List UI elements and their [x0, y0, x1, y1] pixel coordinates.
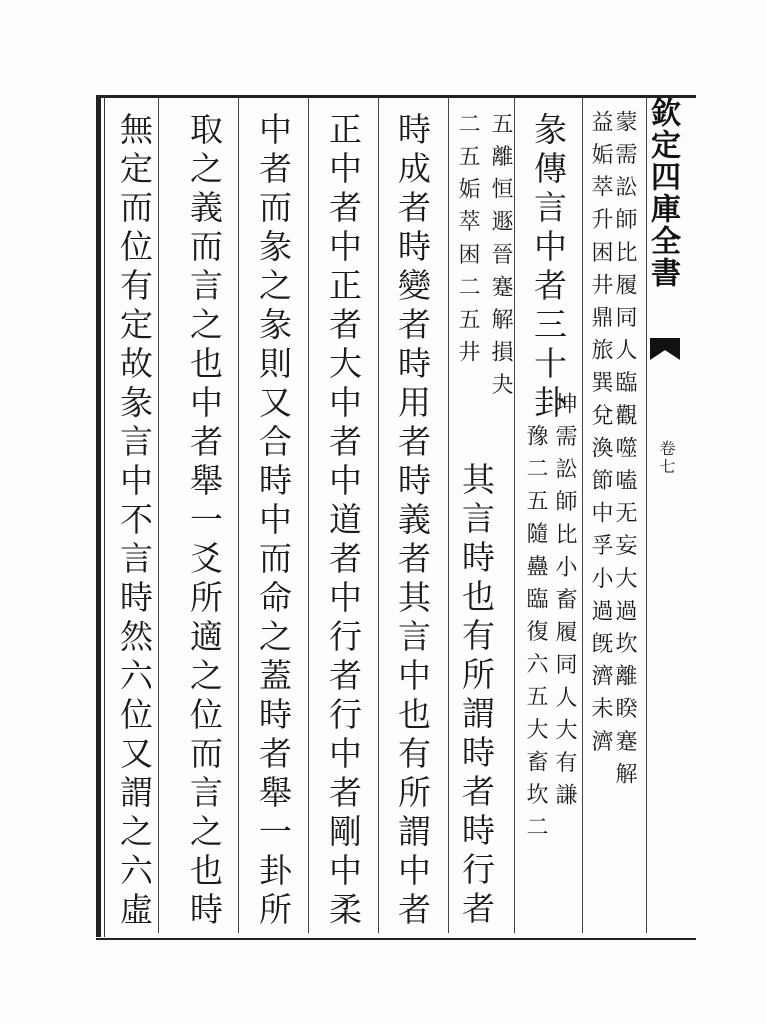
column-rule	[158, 97, 159, 933]
column-rule	[378, 97, 379, 933]
column-rule	[448, 97, 449, 933]
commentary-column: 二五姤萃困二五井	[455, 112, 480, 373]
column-rule	[238, 97, 239, 933]
book-title: 欽定四庫全書	[645, 97, 680, 289]
text-column: 無定而位有定故彖言中不言時然六位又謂之六虛	[115, 112, 154, 931]
text-column: 正中者中正者大中者中道者中行者行中者剛中柔	[324, 112, 363, 931]
commentary-column: 益姤萃升困井鼎旅巽兌渙節中孚小過旣濟未濟	[588, 110, 613, 762]
column-rule	[308, 97, 309, 933]
text-column: 彖傳言中者三十卦	[529, 112, 568, 424]
text-column: 時成者時變者時用者時義者其言中也有所謂中者	[393, 112, 432, 931]
commentary-column: 五離恒遯晉蹇解損夬	[488, 112, 513, 406]
frame-inner-border	[104, 95, 105, 937]
text-column: 中者而彖之彖則又合時中而命之蓋時者舉一卦所	[254, 112, 293, 931]
commentary-column: 蒙需訟師比履同人臨觀噬嗑无妄大過坎離睽蹇解	[612, 110, 637, 795]
volume-label: 卷七	[657, 440, 676, 476]
text-column: 其言時也有所謂時者時行者	[457, 462, 496, 930]
frame-left-border	[96, 95, 101, 937]
commentary-column: 坤需訟師比小畜履同人大有謙	[552, 392, 577, 816]
column-rule	[582, 97, 583, 933]
text-column: 取之義而言之也中者舉一爻所適之位而言之也時	[185, 112, 224, 931]
column-rule	[514, 97, 515, 933]
commentary-column: 豫二五隨蠱臨復六五大畜坎二	[523, 424, 548, 848]
